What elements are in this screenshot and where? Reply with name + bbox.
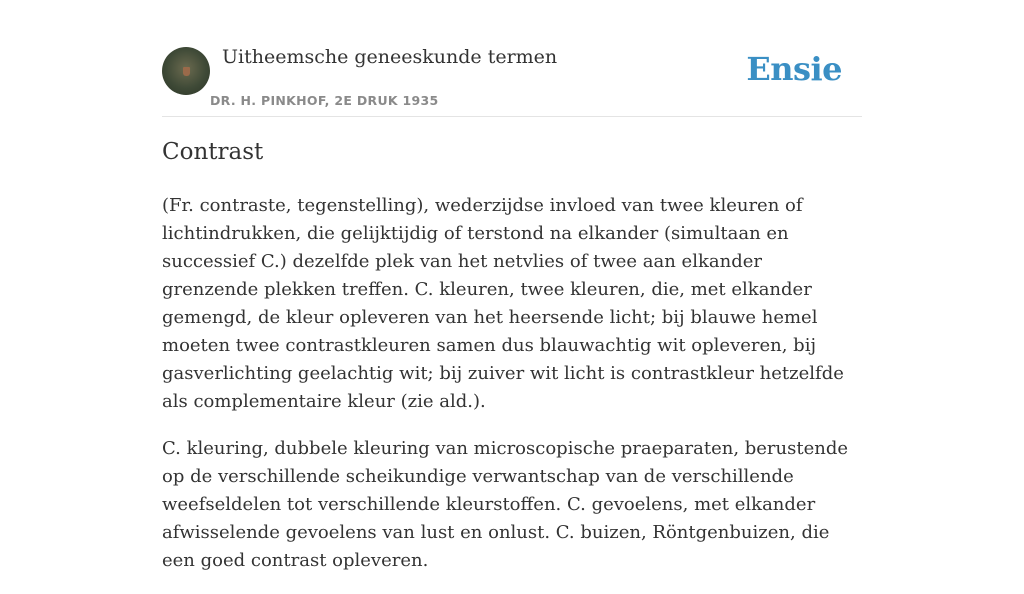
book-meta: DR. H. PINKHOF, 2E DRUK 1935 <box>210 93 439 108</box>
book-title[interactable]: Uitheemsche geneeskunde termen <box>222 46 558 68</box>
book-cover-avatar[interactable] <box>162 47 210 95</box>
entry-title: Contrast <box>162 139 264 165</box>
entry-paragraph: (Fr. contraste, tegenstelling), wederzijdse invloed van twee kleuren of lichtindrukken, die gelijktijdig of terstond na elkander (simultaan en successief C.) dezelfde plek van het netvlies of twee aan elkander grenzende plekken treffen. C. kleuren, twee kleuren, die, met elkander gemengd, de kleur opleveren van het heersende licht; bij blauwe hemel moeten twee contrastkleuren samen dus blauwachtig wit opleveren, bij gasverlichting geelachtig wit; bij zuiver wit licht is contrastkleur hetzelfde als complementaire kleur (zie ald.). <box>162 195 844 412</box>
entry-content <box>162 192 862 594</box>
header <box>162 40 862 117</box>
emblem-icon <box>183 67 190 76</box>
entry-paragraph: C. kleuring, dubbele kleuring van microscopische praeparaten, berustende op de verschillende scheikundige verwantschap van de verschillende weefseldelen tot verschillende kleurstoffen. C. gevoelens, met elkander afwisselende gevoelens van lust en onlust. C. buizen, Röntgenbuizen, die een goed contrast opleveren. <box>162 438 849 571</box>
ensie-logo[interactable]: Ensie <box>746 50 842 88</box>
